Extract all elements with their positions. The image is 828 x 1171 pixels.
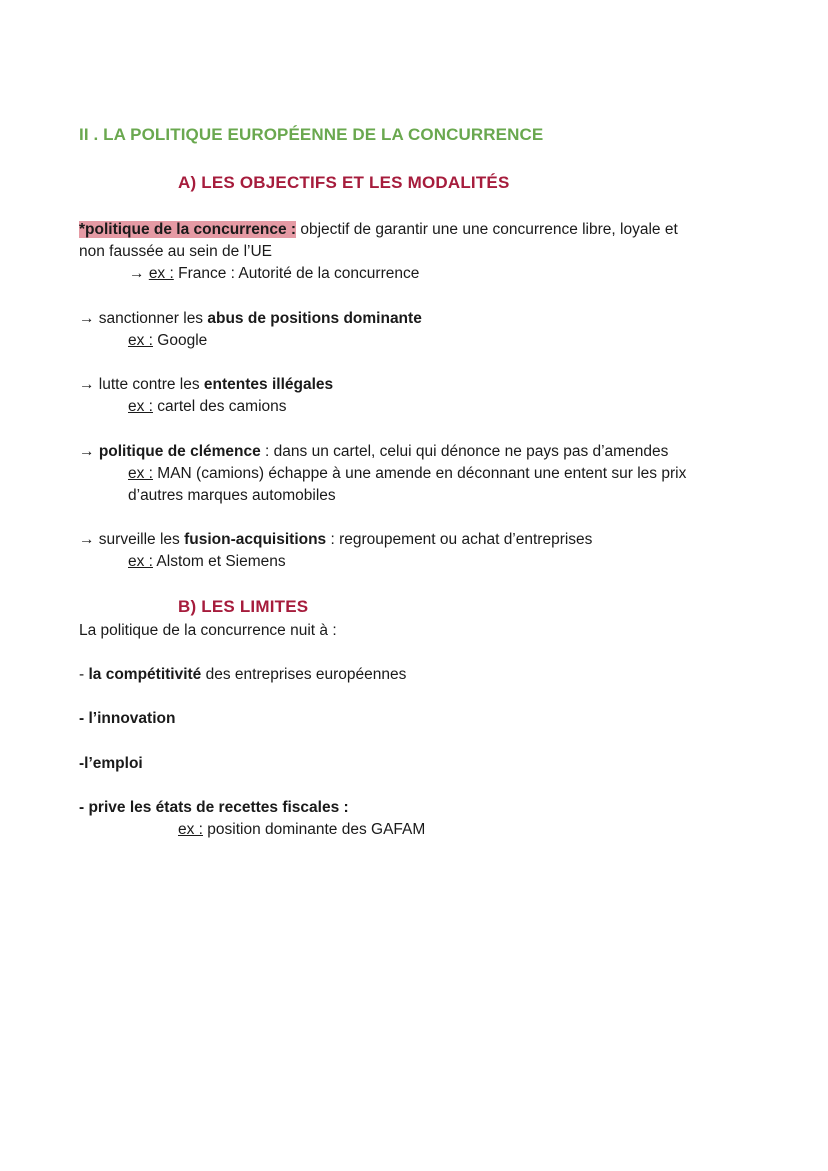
limit-competitivite (79, 664, 406, 686)
limit-prefix: - (79, 666, 89, 683)
arrow: → (129, 265, 149, 282)
definition-line-2: non faussée au sein de l’UE (79, 243, 273, 260)
item-bold: abus de positions dominante (207, 310, 422, 327)
ex-text: Google (152, 332, 208, 349)
item-arrow: → (79, 443, 99, 460)
item-clemence-example-2: d’autres marques automobiles (128, 487, 336, 504)
ex-text: position dominante des GAFAM (202, 821, 426, 838)
ex-text: MAN (camions) échappe à une amende en déconnant une entent sur les prix (152, 465, 687, 482)
item-bold: ententes illégales (203, 376, 334, 393)
ex-label: ex : (178, 821, 203, 838)
limit-innovation (79, 708, 175, 730)
item-prefix: → lutte contre les (79, 376, 204, 393)
section-b-heading: B) LES LIMITES (178, 597, 309, 616)
item-clemence (79, 441, 668, 463)
item-bold: politique de clémence (98, 443, 261, 460)
ex-label: ex : (128, 398, 153, 415)
ex-label: ex : (128, 553, 153, 570)
limit-recettes-example (178, 819, 425, 841)
ex-label: ex : (128, 332, 153, 349)
definition-example (129, 263, 419, 285)
item-abuse (79, 308, 422, 330)
limit-recettes (79, 797, 349, 819)
limit-suffix: des entreprises européennes (201, 666, 407, 683)
limit-bold: -l’emploi (79, 755, 143, 772)
item-clemence-example-1 (128, 463, 686, 485)
ex-label: ex : (148, 265, 174, 282)
ex-text: France : Autorité de la concurrence (173, 265, 420, 282)
item-abuse-example (128, 330, 207, 352)
item-ententes (79, 374, 333, 396)
limit-bold: la compétitivité (88, 666, 202, 683)
ex-text: Alstom et Siemens (152, 553, 286, 570)
limit-emploi (79, 753, 143, 775)
item-fusion (79, 529, 592, 551)
definition-text: objectif de garantir une une concurrence libre, loyale et (296, 221, 678, 238)
item-suffix: : regroupement ou achat d’entreprises (326, 531, 593, 548)
item-ententes-example (128, 396, 287, 418)
definition-line-1 (79, 219, 678, 241)
definition-term: *politique de la concurrence : (79, 221, 297, 238)
section-a-heading: A) LES OBJECTIFS ET LES MODALITÉS (178, 173, 510, 192)
item-suffix: : dans un cartel, celui qui dénonce ne pays pas d’amendes (260, 443, 669, 460)
ex-text: cartel des camions (152, 398, 287, 415)
ex-label: ex : (128, 465, 153, 482)
limit-bold: - l’innovation (79, 710, 176, 727)
item-prefix: → sanctionner les (79, 310, 208, 327)
item-fusion-example (128, 551, 286, 573)
item-prefix: → surveille les (79, 531, 185, 548)
limit-bold: - prive les états de recettes fiscales : (79, 799, 349, 816)
item-bold: fusion-acquisitions (184, 531, 327, 548)
section-b-intro: La politique de la concurrence nuit à : (79, 622, 337, 639)
document-title: II . LA POLITIQUE EUROPÉENNE DE LA CONCURRENCE (79, 125, 544, 144)
